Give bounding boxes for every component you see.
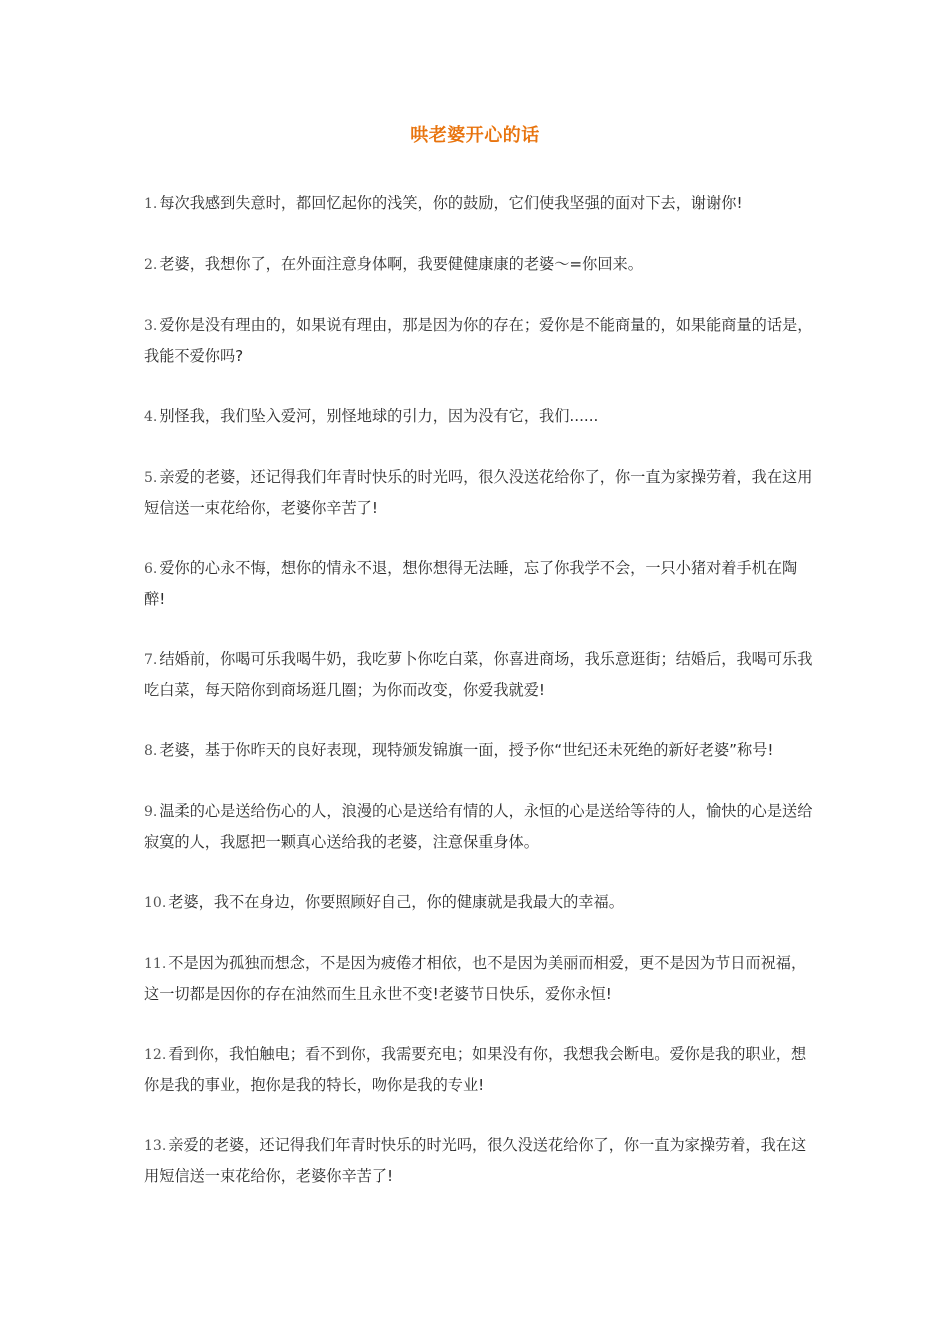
list-item xyxy=(144,553,814,614)
item-text: 爱你的心永不悔，想你的情永不退，想你想得无法睡，忘了你我学不会，一只小猪对着手机在陶醉! xyxy=(144,559,798,608)
item-number: 9. xyxy=(144,804,158,820)
list-item xyxy=(144,401,814,432)
item-number: 3. xyxy=(144,318,158,334)
item-number: 5. xyxy=(144,470,158,486)
list-item xyxy=(144,796,814,857)
item-text: 温柔的心是送给伤心的人，浪漫的心是送给有情的人，永恒的心是送给等待的人，愉快的心是送给寂寞的人，我愿把一颗真心送给我的老婆，注意保重身体。 xyxy=(144,802,813,851)
item-number: 1. xyxy=(144,196,158,212)
list-item xyxy=(144,462,814,523)
list-item xyxy=(144,887,814,918)
list-item xyxy=(144,1130,814,1191)
item-text: 每次我感到失意时，都回忆起你的浅笑，你的鼓励，它们使我坚强的面对下去，谢谢你! xyxy=(159,194,743,212)
item-number: 13. xyxy=(144,1138,167,1154)
item-text: 爱你是没有理由的，如果说有理由，那是因为你的存在；爱你是不能商量的，如果能商量的话是，我能不爱你吗? xyxy=(144,316,813,365)
item-text: 老婆，我不在身边，你要照顾好自己，你的健康就是我最大的幸福。 xyxy=(168,893,624,911)
list-item xyxy=(144,310,814,371)
item-text: 老婆，基于你昨天的良好表现，现特颁发锦旗一面，授予你“世纪还未死绝的新好老婆”称号! xyxy=(159,741,774,759)
item-text: 亲爱的老婆，还记得我们年青时快乐的时光吗，很久没送花给你了，你一直为家操劳着，我在这用短信送一束花给你，老婆你辛苦了! xyxy=(144,468,813,517)
item-number: 7. xyxy=(144,652,158,668)
item-number: 2. xyxy=(144,257,158,273)
item-number: 4. xyxy=(144,409,158,425)
item-number: 11. xyxy=(144,956,167,972)
item-text: 看到你，我怕触电；看不到你，我需要充电；如果没有你，我想我会断电。爱你是我的职业，想你是我的事业，抱你是我的特长，吻你是我的专业! xyxy=(144,1045,807,1094)
message-list xyxy=(144,188,814,1221)
item-text: 亲爱的老婆，还记得我们年青时快乐的时光吗，很久没送花给你了，你一直为家操劳着，我在这用短信送一束花给你，老婆你辛苦了! xyxy=(144,1136,807,1185)
item-number: 12. xyxy=(144,1047,167,1063)
item-number: 6. xyxy=(144,561,158,577)
list-item xyxy=(144,249,814,280)
item-number: 8. xyxy=(144,743,158,759)
list-item xyxy=(144,735,814,766)
list-item xyxy=(144,188,814,219)
list-item xyxy=(144,1039,814,1100)
item-number: 10. xyxy=(144,895,167,911)
item-text: 结婚前，你喝可乐我喝牛奶，我吃萝卜你吃白菜，你喜进商场，我乐意逛街；结婚后，我喝可乐我吃白菜，每天陪你到商场逛几圈；为你而改变，你爱我就爱! xyxy=(144,650,813,699)
item-text: 老婆，我想你了，在外面注意身体啊，我要健健康康的老婆～=你回来。 xyxy=(159,255,643,273)
item-text: 别怪我，我们坠入爱河，别怪地球的引力，因为没有它，我们...... xyxy=(159,407,599,425)
page-title: 哄老婆开心的话 xyxy=(410,125,540,146)
list-item xyxy=(144,948,814,1009)
item-text: 不是因为孤独而想念，不是因为疲倦才相依，也不是因为美丽而相爱，更不是因为节日而祝福，这一切都是因你的存在油然而生且永世不变!老婆节日快乐，爱你永恒! xyxy=(144,954,807,1003)
list-item xyxy=(144,644,814,705)
